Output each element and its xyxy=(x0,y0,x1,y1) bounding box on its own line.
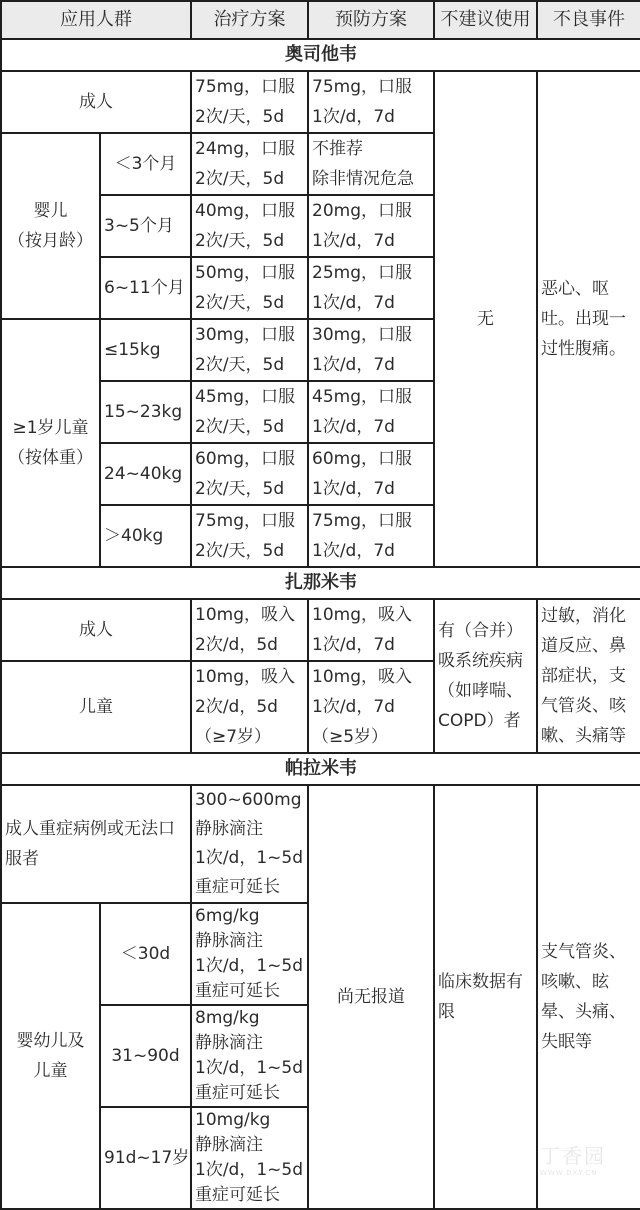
header-prevention: 预防方案 xyxy=(308,1,434,39)
population-adult: 成人 xyxy=(1,599,191,661)
population-infant: 婴儿 （按月龄） xyxy=(1,133,100,319)
prevention-cell: 20mg，口服 1次/d，7d xyxy=(308,195,434,257)
population-child-by-weight: ≥1岁儿童 （按体重） xyxy=(1,319,100,567)
watermark-logo: 丁香园 WWW.DXY.CN xyxy=(540,1144,606,1177)
prevention-cell: 60mg，口服 1次/d，7d xyxy=(308,443,434,505)
prevention-cell: 30mg，口服 1次/d，7d xyxy=(308,319,434,381)
prevention-cell: 45mg，口服 1次/d，7d xyxy=(308,381,434,443)
header-adverse-events: 不良事件 xyxy=(537,1,640,39)
treatment-cell: 10mg，吸入 2次/d，5d xyxy=(191,599,308,661)
header-treatment: 治疗方案 xyxy=(191,1,308,39)
treatment-cell: 6mg/kg 静脉滴注 1次/d，1~5d 重症可延长 xyxy=(191,903,308,1005)
adverse-events-cell: 支气管炎、咳嗽、眩晕、头痛、失眠等 xyxy=(537,785,640,1209)
age-cell: 91d~17岁 xyxy=(100,1107,191,1209)
treatment-cell: 40mg，口服 2次/天，5d xyxy=(191,195,308,257)
age-cell: 6~11个月 xyxy=(100,257,191,319)
header-population: 应用人群 xyxy=(1,1,191,39)
table-row xyxy=(1,71,640,133)
prevention-cell: 10mg，吸入 1次/d，7d （≥5岁） xyxy=(308,661,434,753)
treatment-cell: 45mg，口服 2次/天，5d xyxy=(191,381,308,443)
population-adult-severe: 成人重症病例或无法口服者 xyxy=(1,785,191,903)
population-infant-child: 婴幼儿及 儿童 xyxy=(1,903,100,1209)
prevention-cell: 不推荐 除非情况危急 xyxy=(308,133,434,195)
adverse-events-cell: 过敏，消化道反应、鼻部症状，支气管炎、咳嗽、头痛等 xyxy=(537,599,640,753)
age-cell: ＜30d xyxy=(100,903,191,1005)
treatment-cell: 8mg/kg 静脉滴注 1次/d，1~5d 重症可延长 xyxy=(191,1005,308,1107)
weight-cell: 15~23kg xyxy=(100,381,191,443)
weight-cell: ＞40kg xyxy=(100,505,191,567)
prevention-cell: 75mg，口服 1次/d，7d xyxy=(308,505,434,567)
treatment-cell: 50mg，口服 2次/天，5d xyxy=(191,257,308,319)
not-recommended-cell: 有（合并）吸系统疾病（如哮喘、COPD）者 xyxy=(434,599,537,753)
table-row xyxy=(1,785,640,903)
treatment-cell: 300~600mg 静脉滴注 1次/d，1~5d 重症可延长 xyxy=(191,785,308,903)
section-title-oseltamivir: 奥司他韦 xyxy=(1,39,640,71)
header-not-recommended: 不建议使用 xyxy=(434,1,537,39)
adverse-events-cell: 恶心、呕吐。出现一过性腹痛。 xyxy=(537,71,640,567)
weight-cell: 24~40kg xyxy=(100,443,191,505)
prevention-cell: 尚无报道 xyxy=(308,785,434,1209)
age-cell: 31~90d xyxy=(100,1005,191,1107)
population-child: 儿童 xyxy=(1,661,191,753)
section-title-zanamivir: 扎那米韦 xyxy=(1,567,640,599)
treatment-cell: 10mg，吸入 2次/d，5d （≥7岁） xyxy=(191,661,308,753)
population-adult: 成人 xyxy=(1,71,191,133)
treatment-cell: 24mg，口服 2次/天，5d xyxy=(191,133,308,195)
section-title-peramivir: 帕拉米韦 xyxy=(1,753,640,785)
not-recommended-cell: 临床数据有限 xyxy=(434,785,537,1209)
treatment-cell: 10mg/kg 静脉滴注 1次/d，1~5d 重症可延长 xyxy=(191,1107,308,1209)
treatment-cell: 75mg，口服 2次/天，5d xyxy=(191,71,308,133)
prevention-cell: 25mg，口服 1次/d，7d xyxy=(308,257,434,319)
treatment-cell: 30mg，口服 2次/天，5d xyxy=(191,319,308,381)
table-row xyxy=(1,599,640,661)
not-recommended-cell: 无 xyxy=(434,71,537,567)
age-cell: 3~5个月 xyxy=(100,195,191,257)
prevention-cell: 10mg，吸入 1次/d，7d xyxy=(308,599,434,661)
prevention-cell: 75mg，口服 1次/d，7d xyxy=(308,71,434,133)
table-header-row xyxy=(1,1,640,39)
age-cell: ＜3个月 xyxy=(100,133,191,195)
treatment-cell: 60mg，口服 2次/天，5d xyxy=(191,443,308,505)
weight-cell: ≤15kg xyxy=(100,319,191,381)
treatment-cell: 75mg，口服 2次/天，5d xyxy=(191,505,308,567)
